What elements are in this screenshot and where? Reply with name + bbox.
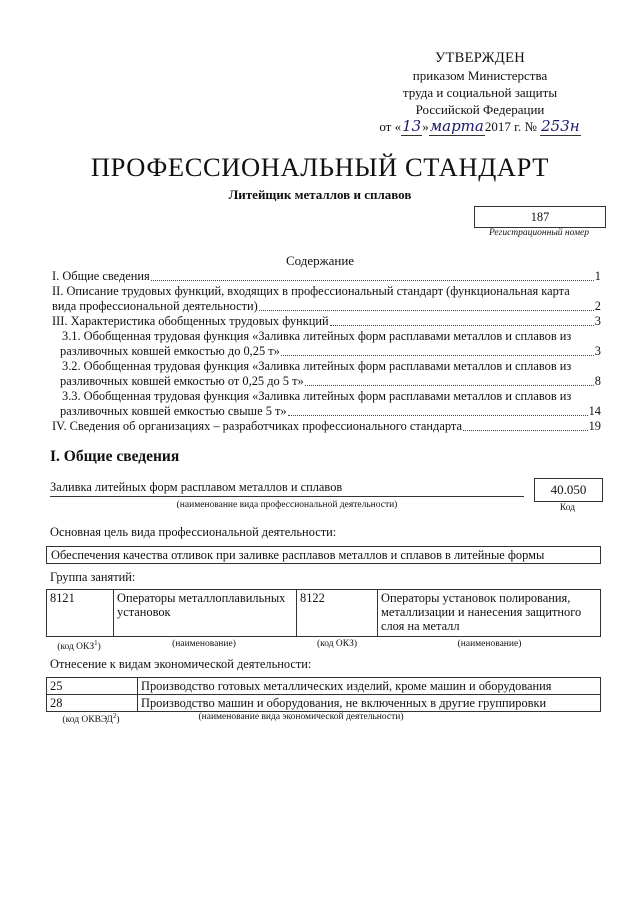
occupation-code: 8121 [47, 590, 114, 637]
okz-code-caption: (код ОКЗ$^1$) [57, 639, 101, 653]
registration-number-label: Регистрационный номер [488, 228, 590, 238]
activity-code-caption: Код [559, 503, 576, 513]
section-heading: I. Общие сведения [50, 448, 180, 465]
toc-item: 3.2. Обобщенная трудовая функция «Заливка литейных форм расплавами металлов и сплавов из разливочных ковшей емкостью от 0,25 до 5 т» 8 [60, 359, 601, 388]
approval-heading: УТВЕРЖДЕН [434, 50, 526, 66]
approval-line-3: Российской Федерации [415, 102, 545, 117]
goal-text: Обеспечения качества отливок при заливке расплавов металлов и сплавов в литейные формы [51, 548, 545, 562]
toc-page: 1 [594, 269, 601, 283]
toc-page: 3 [594, 314, 601, 328]
standard-title: ПРОФЕССИОНАЛЬНЫЙ СТАНДАРТ [90, 152, 550, 182]
activity-code-box: 40.050 [534, 478, 603, 502]
toc-page: 2 [594, 299, 601, 313]
toc-item: 3.3. Обобщенная трудовая функция «Заливка литейных форм расплавами металлов и сплавов из разливочных ковшей емкостью свыше 5 т» 14 [60, 389, 601, 418]
approval-line-1: приказом Министерства [412, 68, 548, 83]
occupation-code: 8122 [297, 590, 378, 637]
toc-page: 19 [588, 419, 601, 433]
group-label: Группа занятий: [50, 570, 136, 584]
approval-date-line [360, 118, 600, 135]
occupation-name: Операторы установок полирования, металлизации и нанесения защитного слоя на металл [378, 590, 601, 637]
okved-name-caption: (наименование вида экономической деятельности) [198, 712, 404, 722]
table-row [47, 695, 601, 712]
okz-code-caption-2: (код ОКЗ) [316, 639, 358, 649]
table-row [47, 678, 601, 695]
toc-item: I. Общие сведения 1 [52, 269, 601, 283]
table-row [47, 590, 601, 637]
standard-subtitle: Литейщик металлов и сплавов [228, 187, 412, 202]
handwritten-month: марта [429, 117, 484, 135]
toc-item: III. Характеристика обобщенных трудовых функций 3 [52, 314, 601, 328]
date-year: 2017 г. № [484, 119, 537, 134]
approval-line-2: труда и социальной защиты [402, 85, 558, 100]
activity-underline [50, 496, 524, 497]
approval-block [360, 50, 600, 135]
date-prefix: от « [379, 119, 402, 134]
occupation-name: Операторы металлоплавильных установок [114, 590, 297, 637]
occupation-table [46, 589, 601, 637]
toc-heading: Содержание [285, 253, 355, 268]
toc-page: 8 [594, 374, 601, 388]
okved-name: Производство машин и оборудования, не включенных в другие группировки [138, 695, 601, 712]
toc-page: 14 [588, 404, 601, 418]
economic-table [46, 677, 601, 712]
okved-code: 25 [47, 678, 138, 695]
toc-item: II. Описание трудовых функций, входящих в профессиональный стандарт (функциональная карта вида профессиональной деятельности) 2 [52, 284, 601, 313]
okz-name-caption-2: (наименование) [457, 639, 522, 649]
activity-name: Заливка литейных форм расплавом металлов и сплавов [50, 480, 343, 494]
economic-label: Отнесение к видам экономической деятельности: [50, 657, 312, 671]
toc-item: IV. Сведения об организациях – разработчиках профессионального стандарта 19 [52, 419, 601, 433]
handwritten-order-number: 253н [541, 117, 580, 135]
okz-name-caption: (наименование) [172, 639, 236, 649]
date-mid: » [422, 119, 429, 134]
registration-number-box: 187 [474, 206, 606, 228]
okved-name: Производство готовых металлических изделий, кроме машин и оборудования [138, 678, 601, 695]
toc-item: 3.1. Обобщенная трудовая функция «Заливка литейных форм расплавами металлов и сплавов из разливочных ковшей емкостью до 0,25 т» 3 [60, 329, 601, 358]
okved-code: 28 [47, 695, 138, 712]
okved-code-caption: (код ОКВЭД$^2$) [62, 712, 120, 726]
goal-box [46, 546, 601, 564]
handwritten-day: 13 [402, 117, 422, 135]
activity-name-caption: (наименование вида профессиональной деятельности) [176, 500, 398, 510]
toc-page: 3 [594, 344, 601, 358]
goal-label: Основная цель вида профессиональной деятельности: [50, 525, 337, 539]
